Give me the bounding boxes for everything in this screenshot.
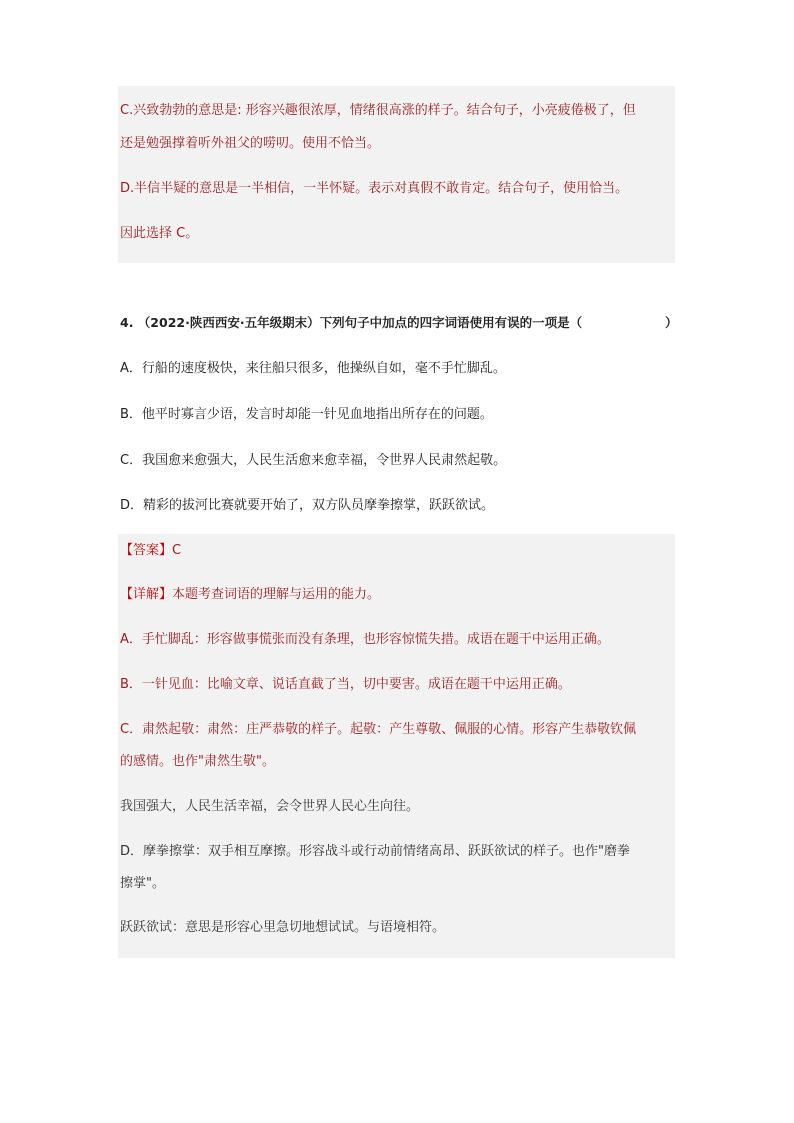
detail-line: [120, 585, 380, 605]
detail-option-b: B．一针见血：比喻文章、说话直截了当，切中要害。成语在题干中运用正确。: [120, 677, 571, 692]
detail-comment: 我国强大，人民生活幸福，会令世界人民心生向往。: [120, 799, 420, 814]
question-option-b: B．他平时寡言少语，发言时却能一针见血地指出所存在的问题。: [120, 407, 493, 422]
question-option-d: D．精彩的拔河比赛就要开始了，双方队员摩拳擦掌，跃跃欲试。: [120, 498, 495, 513]
detail-yueyueyushi: 跃跃欲试：意思是形容心里急切地想试试。与语境相符。: [120, 920, 446, 935]
question-option-c: C．我国愈来愈强大，人民生活愈来愈幸福，令世界人民肃然起敬。: [120, 453, 507, 468]
question-close-bracket: ）: [665, 315, 678, 330]
question-4-stem: 4. （2022·陕西西安·五年级期末）下列句子中加点的四字词语使用有误的一项是（: [120, 315, 583, 330]
option-d-explanation: D.半信半疑的意思是一半相信，一半怀疑。表示对真假不敢肯定。结合句子，使用恰当。: [120, 181, 629, 196]
detail-option-a: A．手忙脚乱：形容做事慌张而没有条理，也形容惊慌失措。成语在题干中运用正确。: [120, 632, 610, 647]
conclusion-text: 因此选择 C。: [120, 226, 199, 241]
detail-option-c-line1: C．肃然起敬：肃然：庄严恭敬的样子。起敬：产生尊敬、佩服的心情。形容产生恭敬钦佩: [120, 722, 637, 737]
option-c-explanation-line1: C.兴致勃勃的意思是: 形容兴趣很浓厚，情绪很高涨的样子。结合句子，小亮疲倦极了，但: [120, 103, 636, 118]
detail-text: 本题考查词语的理解与运用的能力。: [172, 587, 381, 602]
answer-value: C: [172, 543, 182, 558]
answer-label: 【答案】: [120, 543, 173, 558]
question-option-a: A．行船的速度极快，来往船只很多，他操纵自如，毫不手忙脚乱。: [120, 361, 506, 376]
detail-option-d-line1: D．摩拳擦掌：双手相互摩擦。形容战斗或行动前情绪高昂、跃跃欲试的样子。也作"磨拳: [120, 844, 630, 859]
option-c-explanation-line2: 还是勉强撑着听外祖父的唠叨。使用不恰当。: [120, 136, 381, 151]
detail-option-c-line2: 的感情。也作"肃然生敬"。: [120, 754, 275, 769]
detail-label: 【详解】: [120, 587, 173, 602]
detail-option-d-line2: 擦掌"。: [120, 876, 165, 891]
answer-line: [120, 541, 181, 561]
